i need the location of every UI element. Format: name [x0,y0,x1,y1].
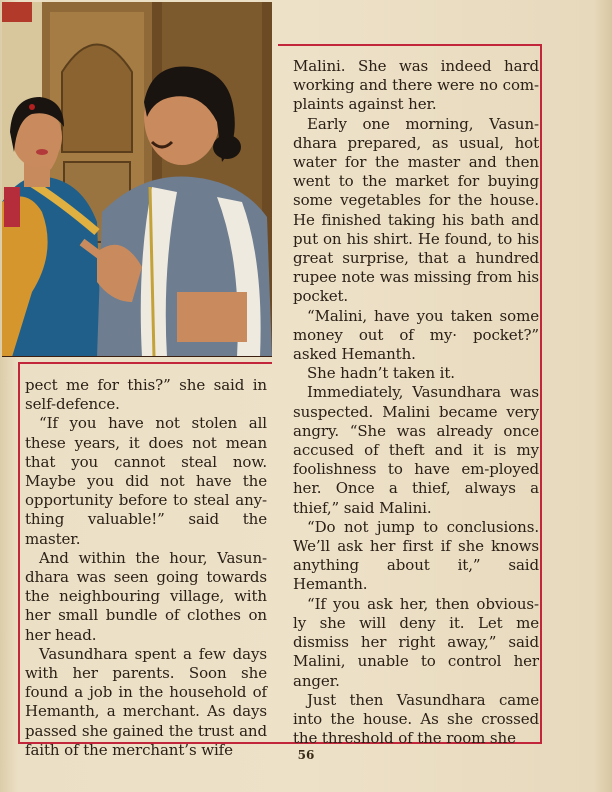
paragraph: Just then Vasundhara came into the house. As she crossed the threshold of the room she [293,690,539,748]
frame-top-right [278,44,542,46]
frame-left-top-connector [18,362,272,364]
story-illustration [2,2,272,357]
frame-right [540,44,542,744]
paragraph: Early one morning, Vasun-dhara prepared, as usual, hot water for the master and then went to the market for buying some vegetables for the house. He finished taking his bath and put on his shirt. He found, to his great surprise, that a hundred rupee note was missing from his pocket. [293,114,539,306]
paragraph: “If you ask her, then obvious-ly she will deny it. Let me dismiss her right away,” said Malini, unable to control her anger. [293,594,539,690]
paragraph: She hadn’t taken it. [307,364,455,383]
paragraph: “Do not jump to conclusions. We’ll ask her first if she knows anything about it,” said Hemanth. [293,517,539,594]
illustration-artwork [2,2,272,357]
left-text-column [25,376,267,760]
page-number: 56 [297,748,315,762]
right-text-column [293,57,539,748]
paragraph: And within the hour, Vasun-dhara was seen going towards the neighbouring village, with her small bundle of clothes on her head. [25,548,267,644]
frame-left-lower [18,362,20,744]
paragraph: Immediately, Vasundhara was suspected. Malini became very angry. “She was already once accused of theft and it is my foolishness to have em-ployed her. Once a thief, always a thief,” said Malini. [293,383,539,517]
paragraph: pect me for this?” she said in self-defence. [25,376,267,414]
paragraph: “Malini, have you taken some money out of my· pocket?” asked Hemanth. [293,306,539,364]
paragraph: “If you have not stolen all these years, it does not mean that you cannot steal now. Maybe you did not have the opportunity before to steal any-thing valuable!” said the master. [25,414,267,548]
paragraph: Malini. She was indeed hard working and there were no com-plaints against her. [293,57,539,114]
paragraph: Vasundhara spent a few days with her parents. Soon she found a job in the household of Hemanth, a merchant. As days passed she gained the trust and faith of the merchant’s wife [25,644,267,759]
